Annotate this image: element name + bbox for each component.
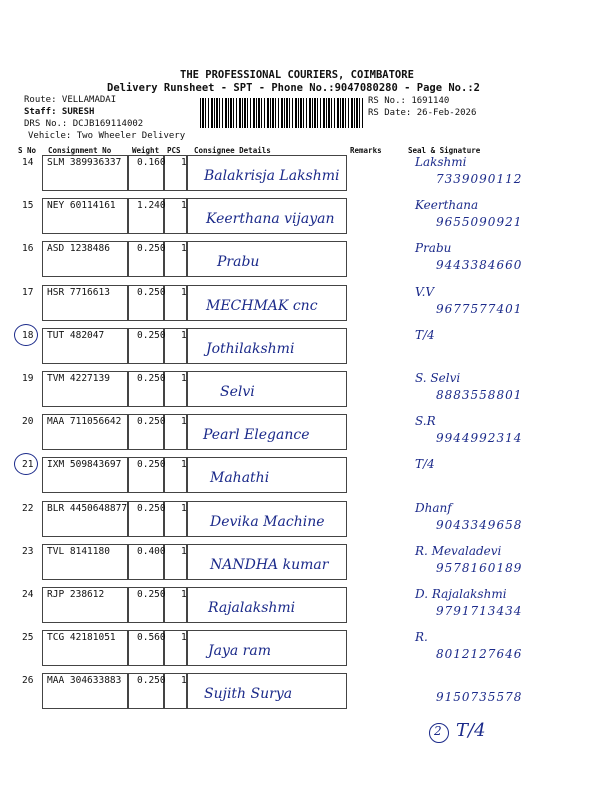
row-sno: 17: [22, 287, 34, 298]
row-signature: R. Mevaladevi: [415, 544, 502, 558]
rs-no-label: RS No.: 1691140: [368, 96, 450, 106]
row-weight: 0.250: [137, 589, 166, 600]
row-sno: 15: [22, 200, 34, 211]
row-phone: 9655090921: [436, 215, 523, 229]
row-weight: 0.250: [137, 243, 166, 254]
row-sno: 18: [22, 330, 34, 341]
row-pcs: 1: [181, 373, 187, 384]
row-signature: Prabu: [415, 241, 452, 255]
row-weight: 0.160: [137, 157, 166, 168]
row-consignee-name: Selvi: [220, 384, 255, 400]
drs-label: DRS No.: DCJB169114002: [24, 119, 144, 129]
row-weight: 0.560: [137, 632, 166, 643]
row-pcs: 1: [181, 200, 187, 211]
row-pcs: 1: [181, 243, 187, 254]
row-phone: 9150735578: [436, 690, 523, 704]
row-sno: 14: [22, 157, 34, 168]
row-consignee-name: Mahathi: [210, 470, 270, 486]
row-consignment: TVM 4227139: [47, 373, 110, 384]
row-signature: D. Rajalakshmi: [415, 587, 507, 601]
cell-box: [187, 371, 347, 407]
row-phone: 8012127646: [436, 647, 523, 661]
row-sno: 16: [22, 243, 34, 254]
row-weight: 0.250: [137, 503, 166, 514]
row-weight: 0.250: [137, 459, 166, 470]
row-sno: 20: [22, 416, 34, 427]
row-consignment: IXM 509843697: [47, 459, 122, 470]
row-signature: T/4: [415, 328, 435, 342]
row-phone: 9791713434: [436, 604, 523, 618]
row-phone: 9677577401: [436, 302, 523, 316]
row-phone: 9043349658: [436, 518, 523, 532]
row-weight: 1.240: [137, 200, 166, 211]
runsheet-subtitle: Delivery Runsheet - SPT - Phone No.:9047080280 - Page No.:2: [107, 82, 480, 94]
footer-note: T/4: [456, 720, 486, 741]
row-consignment: HSR 7716613: [47, 287, 110, 298]
row-pcs: 1: [181, 330, 187, 341]
row-sno: 24: [22, 589, 34, 600]
row-sno: 25: [22, 632, 34, 643]
row-consignee-name: Keerthana vijayan: [206, 211, 335, 227]
row-sno: 19: [22, 373, 34, 384]
row-weight: 0.250: [137, 416, 166, 427]
vehicle-label: Vehicle: Two Wheeler Delivery: [28, 131, 186, 141]
row-pcs: 1: [181, 546, 187, 557]
route-label: Route: VELLAMADAI: [24, 95, 117, 105]
row-pcs: 1: [181, 459, 187, 470]
row-consignment: TVL 8141180: [47, 546, 110, 557]
row-consignment: RJP 238612: [47, 589, 105, 600]
row-consignee-name: MECHMAK cnc: [206, 298, 318, 314]
row-consignment: NEY 60114161: [47, 200, 116, 211]
col-seal: Seal & Signature: [408, 146, 481, 155]
col-consignee: Consignee Details: [194, 146, 271, 155]
cell-box: [187, 241, 347, 277]
row-phone: 9944992314: [436, 431, 523, 445]
row-circle-mark: [14, 453, 38, 475]
rs-date-label: RS Date: 26-Feb-2026: [368, 108, 477, 118]
row-signature: Lakshmi: [415, 155, 467, 169]
row-consignee-name: Pearl Elegance: [203, 427, 310, 443]
row-sno: 26: [22, 675, 34, 686]
row-weight: 0.250: [137, 373, 166, 384]
row-sno: 22: [22, 503, 34, 514]
row-signature: V.V: [415, 285, 435, 299]
company-title: THE PROFESSIONAL COURIERS, COIMBATORE: [180, 69, 414, 81]
staff-label: Staff: SURESH: [24, 107, 95, 117]
row-pcs: 1: [181, 287, 187, 298]
row-signature: T/4: [415, 457, 435, 471]
row-phone: 9578160189: [436, 561, 523, 575]
footer-circle-num: 2: [434, 724, 442, 738]
row-consignment: TUT 482047: [47, 330, 105, 341]
row-consignee-name: Jaya ram: [208, 643, 271, 659]
row-signature: S.R: [415, 414, 436, 428]
row-consignment: TCG 42181051: [47, 632, 116, 643]
row-consignee-name: Devika Machine: [210, 514, 325, 530]
col-sno: S No: [18, 146, 37, 155]
row-weight: 0.250: [137, 330, 166, 341]
col-remarks: Remarks: [350, 146, 382, 155]
row-phone: 9443384660: [436, 258, 523, 272]
row-consignment: BLR 4450648877: [47, 503, 128, 514]
row-pcs: 1: [181, 632, 187, 643]
row-pcs: 1: [181, 503, 187, 514]
row-phone: 7339090112: [436, 172, 523, 186]
row-consignee-name: Jothilakshmi: [206, 341, 295, 357]
row-pcs: 1: [181, 157, 187, 168]
row-consignee-name: Rajalakshmi: [208, 600, 296, 616]
row-consignment: MAA 711056642: [47, 416, 122, 427]
row-signature: Keerthana: [415, 198, 479, 212]
row-weight: 0.250: [137, 287, 166, 298]
row-phone: 8883558801: [436, 388, 523, 402]
row-signature: Dhanf: [415, 501, 452, 515]
row-pcs: 1: [181, 589, 187, 600]
col-consignment: Consignment No: [48, 146, 112, 155]
row-consignment: ASD 1238486: [47, 243, 110, 254]
row-circle-mark: [14, 324, 38, 346]
col-weight: Weight: [132, 146, 160, 155]
barcode: [200, 98, 364, 128]
row-sno: 23: [22, 546, 34, 557]
row-consignee-name: NANDHA kumar: [210, 557, 329, 573]
row-pcs: 1: [181, 416, 187, 427]
row-consignment: MAA 304633883: [47, 675, 122, 686]
footer-circle: [429, 723, 449, 743]
col-pcs: PCS: [167, 146, 181, 155]
row-sno: 21: [22, 459, 34, 470]
row-weight: 0.250: [137, 675, 166, 686]
row-consignee-name: Sujith Surya: [204, 686, 293, 702]
row-pcs: 1: [181, 675, 187, 686]
row-consignee-name: Prabu: [217, 254, 260, 270]
row-consignment: SLM 389936337: [47, 157, 122, 168]
row-weight: 0.400: [137, 546, 166, 557]
row-signature: R.: [415, 630, 428, 644]
row-consignee-name: Balakrisja Lakshmi: [204, 168, 340, 184]
row-signature: S. Selvi: [415, 371, 461, 385]
